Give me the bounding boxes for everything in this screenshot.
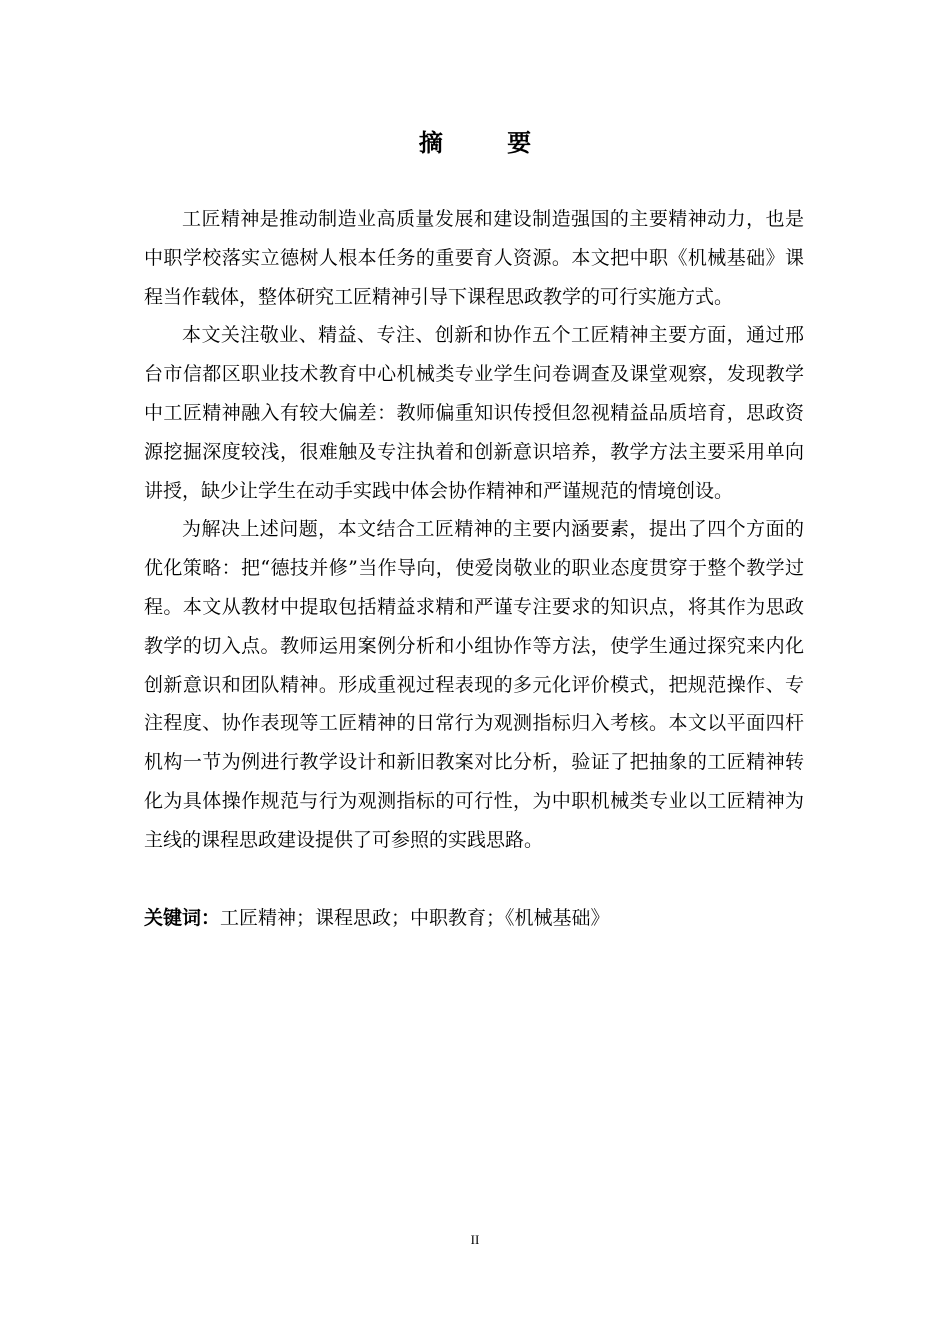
keywords-text: 工匠精神；课程思政；中职教育；《机械基础》 <box>220 907 610 929</box>
page-number: II <box>470 1232 480 1247</box>
keywords-label: 关键词： <box>144 907 221 929</box>
abstract-paragraph-3: 为解决上述问题，本文结合工匠精神的主要内涵要素，提出了四个方面的优化策略：把“德技并修”当作导向，使爱岗敬业的职业态度贯穿于整个教学过程。本文从教材中提取包括精益求精和严谨专注要求的知识点，将其作为思政教学的切入点。教师运用案例分析和小组协作等方法，使学生通过探究来内化创新意识和团队精神。形成重视过程表现的多元化评价模式，把规范操作、专注程度、协作表现等工匠精神的日常行为观测指标归入考核。本文以平面四杆机构一节为例进行教学设计和新旧教案对比分析，验证了把抽象的工匠精神转化为具体操作规范与行为观测指标的可行性，为中职机械类专业以工匠精神为主线的课程思政建设提供了可参照的实践思路。 <box>144 518 804 851</box>
keywords-line <box>144 901 804 935</box>
abstract-paragraph-1: 工匠精神是推动制造业高质量发展和建设制造强国的主要精神动力，也是中职学校落实立德树人根本任务的重要育人资源。本文把中职《机械基础》课程当作载体，整体研究工匠精神引导下课程思政教学的可行实施方式。 <box>144 208 804 308</box>
abstract-title: 摘 要 <box>418 129 560 157</box>
abstract-body <box>144 200 804 860</box>
abstract-paragraph-2: 本文关注敬业、精益、专注、创新和协作五个工匠精神主要方面，通过邢台市信都区职业技术教育中心机械类专业学生问卷调查及课堂观察，发现教学中工匠精神融入有较大偏差：教师偏重知识传授但忽视精益品质培育，思政资源挖掘深度较浅，很难触及专注执着和创新意识培养，教学方法主要采用单向讲授，缺少让学生在动手实践中体会协作精神和严谨规范的情境创设。 <box>144 324 804 502</box>
